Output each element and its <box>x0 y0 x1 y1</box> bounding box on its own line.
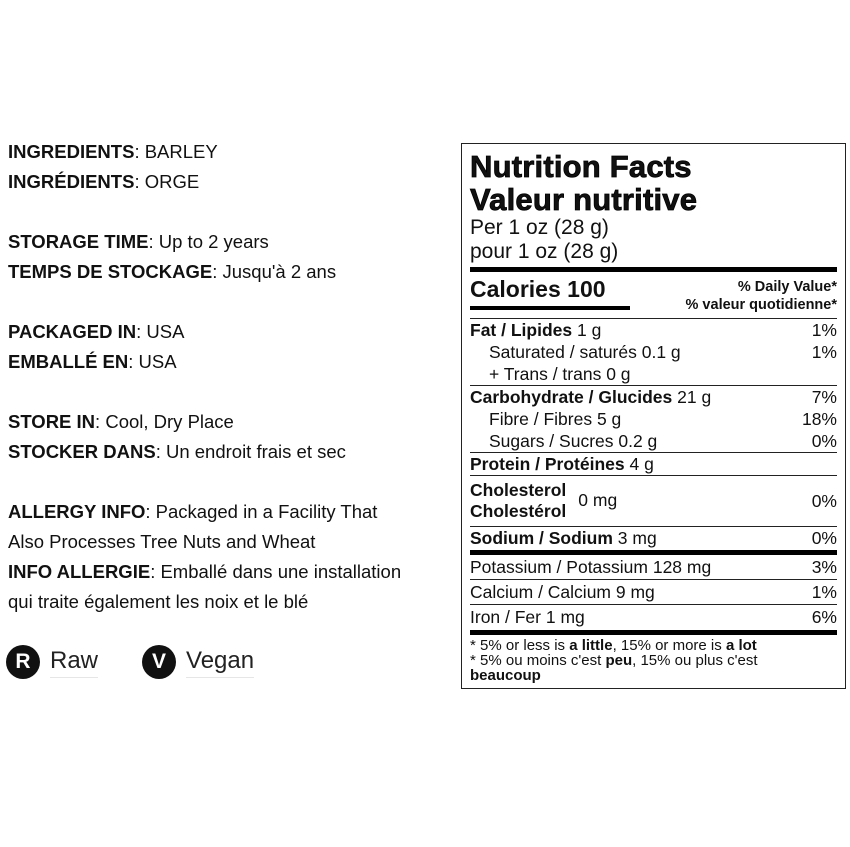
nutrient-row-carbohydrate <box>470 386 837 408</box>
divider <box>470 267 837 272</box>
separator: : <box>155 441 166 462</box>
badge-vegan-label: Vegan <box>186 647 254 678</box>
separator: : <box>134 171 145 192</box>
nutrient-row-fat <box>470 319 837 341</box>
storage-time-en-value: Up to 2 years <box>158 231 269 252</box>
footnote-emphasis: a lot <box>725 637 757 654</box>
daily-value-header <box>686 278 837 314</box>
sodium-pct: 0% <box>811 528 837 548</box>
footnote-emphasis: peu <box>605 652 633 669</box>
sugars-label: Sugars / Sucres 0.2 g <box>489 431 658 451</box>
nutrient-row-sugars <box>470 430 837 452</box>
storage-time-en <box>8 227 458 257</box>
calories-value: 100 <box>567 276 606 302</box>
allergy-info-fr-cont: qui traite également les noix et le blé <box>8 591 309 612</box>
ingredients-fr <box>8 167 458 197</box>
fat-amount: 1 g <box>576 320 602 340</box>
potassium-label: Potassium / Potassium 128 mg <box>470 557 712 577</box>
fibre-label: Fibre / Fibres 5 g <box>489 409 622 429</box>
badge-vegan <box>142 645 254 679</box>
allergy-info-en <box>8 497 458 527</box>
store-in-en-value: Cool, Dry Place <box>105 411 234 432</box>
separator: : <box>134 141 145 162</box>
packaged-in-fr <box>8 347 458 377</box>
separator: : <box>145 501 156 522</box>
store-in-fr-value: Un endroit frais et sec <box>165 441 346 462</box>
carbohydrate-pct: 7% <box>811 387 837 407</box>
packaged-in-en-label: PACKAGED IN <box>8 321 137 342</box>
footnote-emphasis: a little <box>569 637 613 654</box>
ingredients-fr-label: INGRÉDIENTS <box>8 171 135 192</box>
nutrient-row-saturated <box>470 341 837 363</box>
allergy-info-en-value: Packaged in a Facility That <box>155 501 378 522</box>
serving-size-en: Per 1 oz (28 g) <box>470 216 609 239</box>
nutrient-row-protein <box>470 453 837 475</box>
saturated-pct: 1% <box>811 342 837 362</box>
diet-badges <box>6 645 298 679</box>
ingredients-en-label: INGREDIENTS <box>8 141 135 162</box>
calories-label: Calories <box>470 276 561 302</box>
calcium-label: Calcium / Calcium 9 mg <box>470 582 655 602</box>
vegan-icon: V <box>142 645 176 679</box>
badge-raw-label: Raw <box>50 647 98 678</box>
separator: : <box>212 261 223 282</box>
carbohydrate-amount: 21 g <box>677 387 712 407</box>
packaged-in-en-value: USA <box>146 321 185 342</box>
nutrient-row-potassium <box>470 555 837 579</box>
footnote-fr <box>470 653 837 668</box>
daily-value-en: % Daily Value* <box>737 279 837 295</box>
store-in-fr <box>8 437 458 467</box>
footnote-text: * 5% ou moins c'est <box>470 652 606 669</box>
sugars-pct: 0% <box>811 431 837 451</box>
nutrient-row-cholesterol <box>470 476 837 526</box>
packaged-in-fr-value: USA <box>138 351 177 372</box>
divider <box>470 630 837 635</box>
cholesterol-label-en: Cholesterol <box>470 480 567 500</box>
potassium-pct: 3% <box>811 557 837 577</box>
sodium-label: Sodium / Sodium <box>470 528 613 548</box>
trans-label: + Trans / trans 0 g <box>489 364 631 384</box>
ingredients-en <box>8 137 458 167</box>
allergy-info-en-label: ALLERGY INFO <box>8 501 146 522</box>
fat-pct: 1% <box>811 320 837 340</box>
cholesterol-label-fr: Cholestérol <box>470 501 567 521</box>
protein-label: Protein / Protéines <box>470 454 625 474</box>
product-info <box>8 137 458 617</box>
allergy-info-fr <box>8 557 458 587</box>
iron-label: Iron / Fer 1 mg <box>470 607 585 627</box>
footnote <box>470 638 837 683</box>
nutrient-row-calcium <box>470 580 837 604</box>
separator: : <box>128 351 139 372</box>
footnote-text: , 15% or more is <box>612 637 726 654</box>
nutrition-title-en: Nutrition Facts <box>470 149 692 184</box>
calories-row <box>470 274 837 318</box>
packaged-in-en <box>8 317 458 347</box>
saturated-label: Saturated / saturés 0.1 g <box>489 342 681 362</box>
ingredients-en-value: BARLEY <box>144 141 218 162</box>
storage-time-en-label: STORAGE TIME <box>8 231 149 252</box>
nutrient-row-sodium <box>470 527 837 549</box>
protein-amount: 4 g <box>629 454 654 474</box>
footnote-emphasis: beaucoup <box>470 667 541 684</box>
allergy-info-en-cont: Also Processes Tree Nuts and Wheat <box>8 531 316 552</box>
nutrition-facts-panel <box>461 143 846 689</box>
nutrient-row-trans <box>470 363 837 385</box>
nutrient-row-iron <box>470 605 837 629</box>
separator: : <box>150 561 161 582</box>
iron-pct: 6% <box>811 607 837 627</box>
storage-time-fr <box>8 257 458 287</box>
nutrition-title-fr: Valeur nutritive <box>470 182 698 217</box>
packaged-in-fr-label: EMBALLÉ EN <box>8 351 129 372</box>
badge-raw <box>6 645 98 679</box>
footnote-text: , 15% ou plus c'est <box>632 652 758 669</box>
storage-time-fr-value: Jusqu'à 2 ans <box>222 261 337 282</box>
raw-icon: R <box>6 645 40 679</box>
carbohydrate-label: Carbohydrate / Glucides <box>470 387 673 407</box>
divider <box>470 306 630 310</box>
fibre-pct: 18% <box>801 409 837 429</box>
nutrient-row-fibre <box>470 408 837 430</box>
footnote-en <box>470 638 837 653</box>
store-in-en-label: STORE IN <box>8 411 96 432</box>
ingredients-fr-value: ORGE <box>144 171 200 192</box>
calories <box>470 274 630 304</box>
separator: : <box>148 231 159 252</box>
separator: : <box>95 411 106 432</box>
calcium-pct: 1% <box>811 582 837 602</box>
storage-time-fr-label: TEMPS DE STOCKAGE <box>8 261 213 282</box>
cholesterol-amount: 0 mg <box>578 489 618 510</box>
fat-label: Fat / Lipides <box>470 320 573 340</box>
separator: : <box>136 321 147 342</box>
store-in-en <box>8 407 458 437</box>
store-in-fr-label: STOCKER DANS <box>8 441 156 462</box>
serving-size-fr: pour 1 oz (28 g) <box>470 240 619 263</box>
cholesterol-pct: 0% <box>811 491 837 511</box>
daily-value-fr: % valeur quotidienne* <box>685 297 837 313</box>
sodium-amount: 3 mg <box>617 528 657 548</box>
footnote-text: * 5% or less is <box>470 637 570 654</box>
allergy-info-fr-label: INFO ALLERGIE <box>8 561 151 582</box>
allergy-info-fr-value: Emballé dans une installation <box>160 561 402 582</box>
